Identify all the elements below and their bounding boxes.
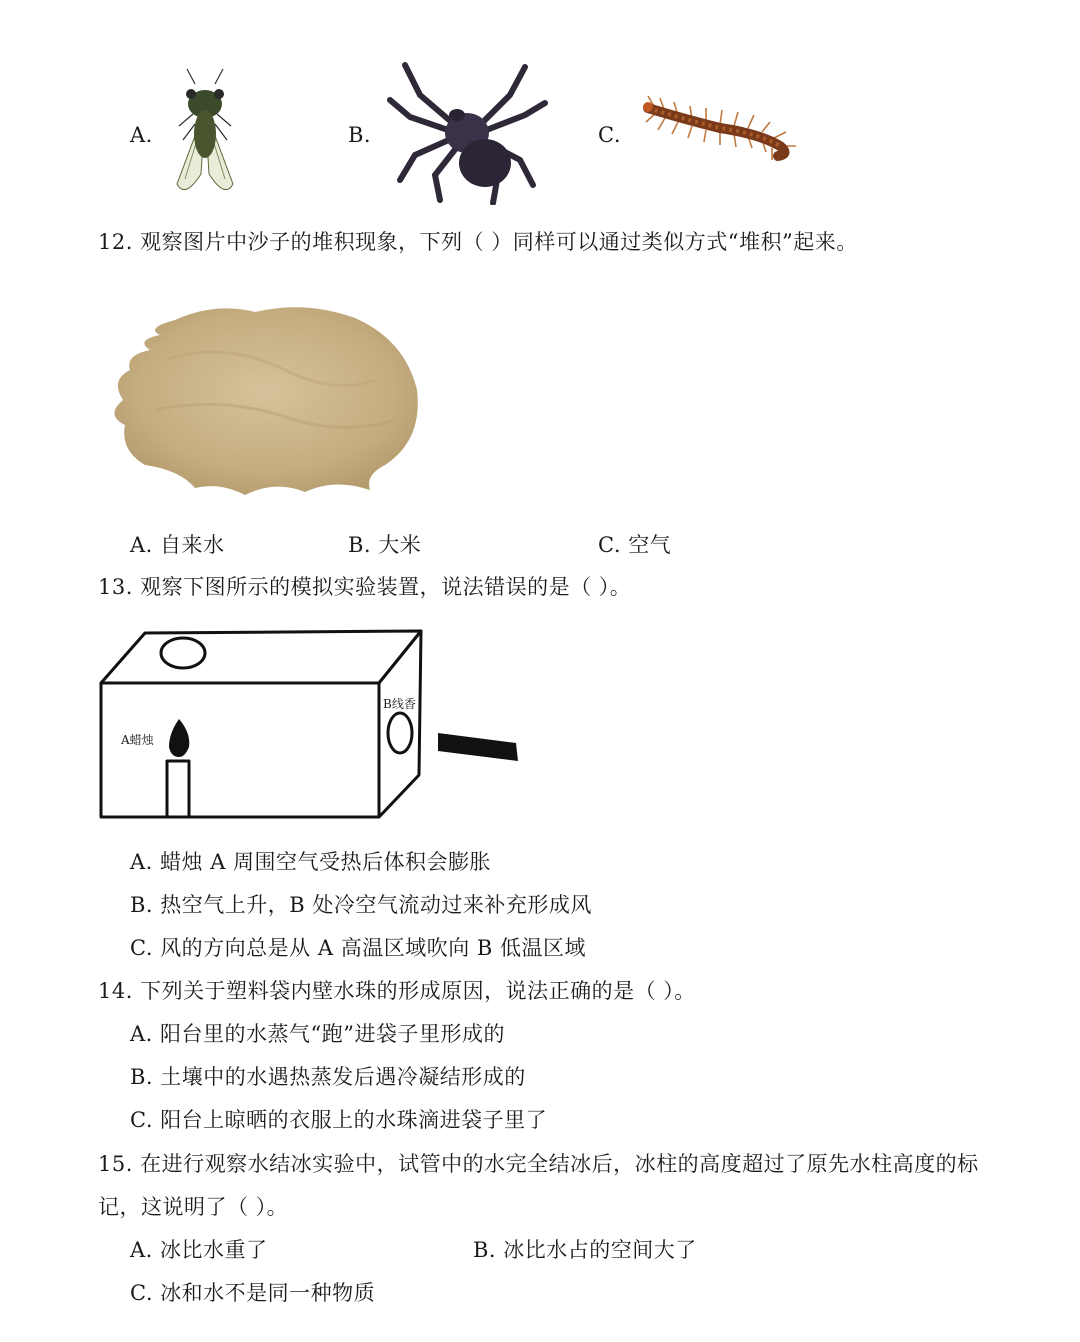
cicada-image (165, 64, 245, 204)
q15-number: 15. (98, 1152, 133, 1176)
q15-option-b-text: 冰比水占的空间大了 (503, 1238, 697, 1262)
q14-number: 14. (98, 979, 133, 1003)
q12-option-b-label: B. (348, 533, 372, 557)
candle-label: A蜡烛 (121, 733, 154, 747)
q12-option-b-text: 大米 (378, 533, 422, 557)
q14-option-c-label: C. (130, 1108, 153, 1132)
q14-option-b-label: B. (130, 1065, 154, 1089)
q13-option-a-label: A. (130, 850, 153, 874)
q14-option-c-text: 阳台上晾晒的衣服上的水珠滴进袋子里了 (160, 1108, 548, 1132)
sand-pile-image (105, 300, 425, 500)
q12-option-c-text: 空气 (628, 533, 672, 557)
q14-option-a-label: A. (130, 1022, 153, 1046)
q15-option-c-text: 冰和水不是同一种物质 (160, 1281, 376, 1305)
q13-option-b-text: 热空气上升，B 处冷空气流动过来补充形成风 (160, 893, 592, 917)
experiment-box-diagram (95, 625, 525, 825)
q11-option-b-label: B. (348, 123, 372, 147)
q14-option-a-text: 阳台里的水蒸气“跑”进袋子里形成的 (160, 1022, 506, 1046)
q12-number: 12. (98, 230, 133, 254)
q12-option-a-label: A. (130, 533, 153, 557)
q14-option-b-text: 土壤中的水遇热蒸发后遇冷凝结形成的 (160, 1065, 526, 1089)
q15-option-c-label: C. (130, 1281, 153, 1305)
q11-option-c-label: C. (598, 123, 621, 147)
q13-option-c-label: C. (130, 936, 153, 960)
q12-stem: 观察图片中沙子的堆积现象，下列（ ）同样可以通过类似方式“堆积”起来。 (140, 230, 858, 254)
spider-image (385, 55, 550, 205)
centipede-image (640, 90, 805, 165)
q12-option-a-text: 自来水 (160, 533, 225, 557)
q13-stem: 观察下图所示的模拟实验装置，说法错误的是（ ）。 (140, 575, 632, 599)
q12-option-c-label: C. (598, 533, 621, 557)
q13-number: 13. (98, 575, 133, 599)
incense-label: B线香 (383, 697, 416, 711)
q13-option-b-label: B. (130, 893, 154, 917)
q13-option-c-text: 风的方向总是从 A 高温区域吹向 B 低温区域 (160, 936, 586, 960)
q14-stem: 下列关于塑料袋内壁水珠的形成原因，说法正确的是（ ）。 (140, 979, 696, 1003)
q15-option-a-text: 冰比水重了 (160, 1238, 268, 1262)
q15-stem-line2: 记，这说明了（ ）。 (98, 1195, 289, 1219)
q11-option-a-label: A. (130, 123, 153, 147)
q13-option-a-text: 蜡烛 A 周围空气受热后体积会膨胀 (160, 850, 492, 874)
q15-option-b-label: B. (473, 1238, 497, 1262)
q15-stem-line1: 在进行观察水结冰实验中，试管中的水完全结冰后，冰柱的高度超过了原先水柱高度的标 (140, 1152, 979, 1176)
q15-option-a-label: A. (130, 1238, 153, 1262)
